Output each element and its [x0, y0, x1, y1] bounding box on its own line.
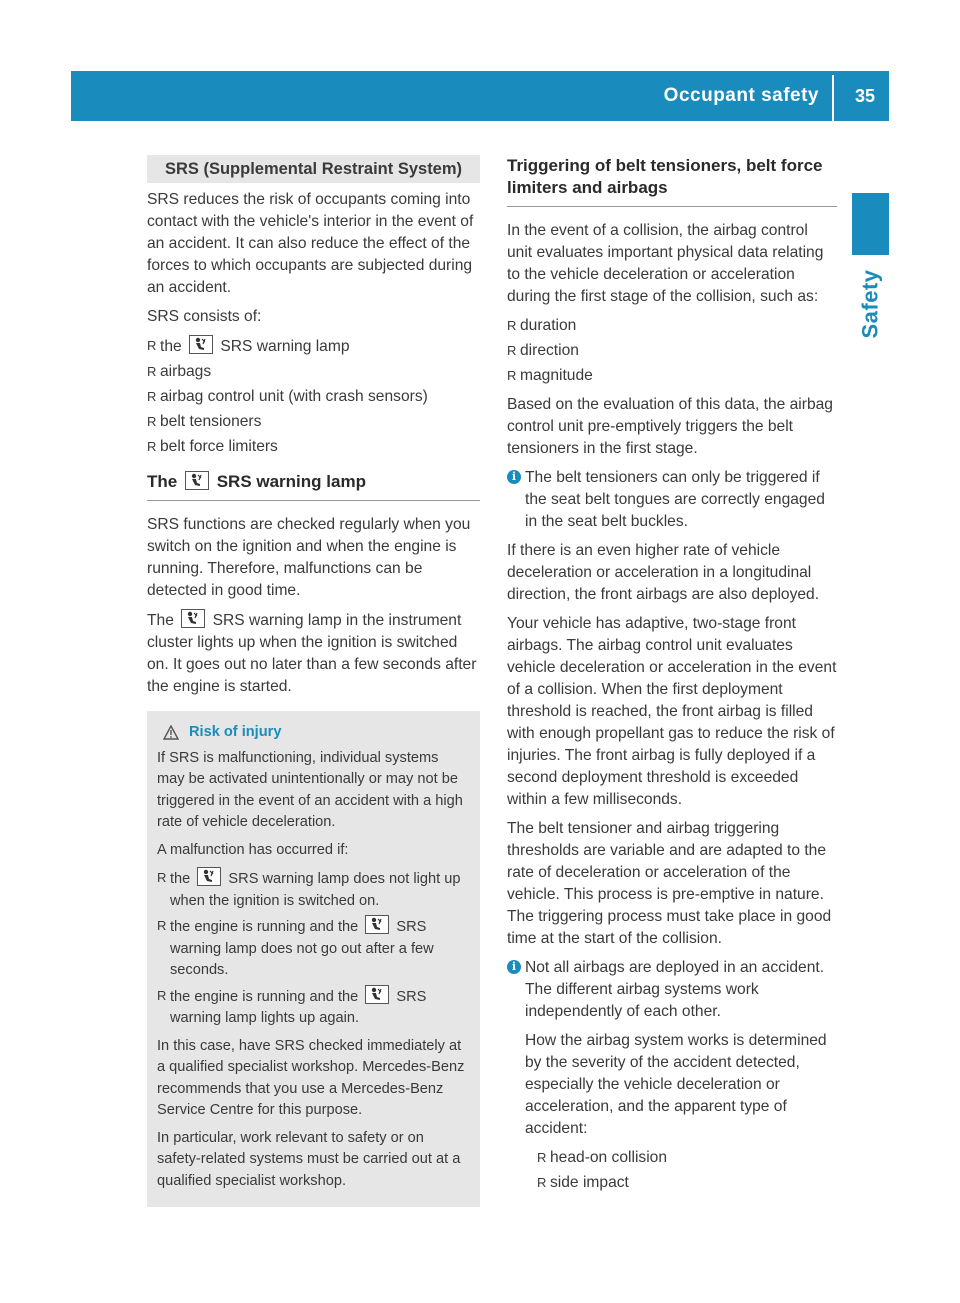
srs-warning-lamp-icon — [181, 609, 205, 628]
list-item: R belt force limiters — [147, 436, 480, 458]
lamp-paragraph-2: The SRS warning lamp in the instrument cluster lights up when the ignition is switched on. It goes out no later than a few seconds after the engine is started. — [147, 609, 480, 698]
list-item: R belt tensioners — [147, 411, 480, 433]
accident-type-list — [525, 1147, 837, 1194]
header-bar — [71, 71, 889, 121]
triggering-paragraph-5: The belt tensioner and airbag triggering thresholds are variable and are adapted to the rate of deceleration or acceleration of the vehicle. This process is pre-emptive in nature. The triggering process must take place in good time at the start of the collision. — [507, 820, 832, 947]
list-item: R magnitude — [507, 365, 837, 387]
list-item: R head-on collision — [537, 1147, 837, 1169]
triggering-heading: Triggering of belt tensioners, belt force limiters and airbags — [507, 155, 837, 207]
list-item: R airbags — [147, 361, 480, 383]
info-paragraph: How the airbag system works is determined by the severity of the accident detected, especially the vehicle deceleration or acceleration, and the apparent type of accident: — [525, 1032, 827, 1137]
triggering-paragraph-3: If there is an even higher rate of vehicle deceleration or acceleration in a longitudinal direction, the front airbags are also deployed. — [507, 542, 820, 603]
srs-warning-lamp-icon — [365, 985, 389, 1004]
list-item: R the SRS warning lamp — [147, 335, 480, 358]
srs-heading: SRS (Supplemental Restraint System) — [147, 155, 480, 183]
lamp-paragraph-1: SRS functions are checked regularly when you switch on the ignition and when the engine is running. Therefore, malfunctions can be detected in good time. — [147, 516, 471, 599]
triggering-paragraph-4: Your vehicle has adaptive, two-stage front airbags. The airbag control unit evaluates vehicle deceleration or acceleration in the event of a collision. When the first deployment threshold is reached, the front airbag is filled with enough propellant gas to reduce the risk of injuries. The front airbag is fully deployed if a second deployment threshold is exceeded within a few milliseconds. — [507, 615, 837, 808]
warning-paragraph: In particular, work relevant to safety or on safety-related systems must be carried out at a qualified specialist workshop. — [157, 1129, 461, 1189]
srs-consists: SRS consists of: — [147, 308, 262, 325]
list-item: R direction — [507, 340, 837, 362]
srs-warning-lamp-icon — [365, 915, 389, 934]
triggering-paragraph-2: Based on the evaluation of this data, the airbag control unit pre-emptively triggers the belt tensioners in the first stage. — [507, 396, 833, 457]
header-divider — [832, 75, 834, 121]
info-paragraph: Not all airbags are deployed in an accident. The different airbag systems work independently of each other. — [525, 959, 825, 1020]
srs-components-list — [147, 335, 480, 458]
srs-warning-lamp-icon — [185, 471, 209, 490]
info-icon: i — [507, 960, 521, 974]
srs-warning-lamp-icon — [189, 335, 213, 354]
info-note: i The belt tensioners can only be triggered if the seat belt tongues are correctly engaged in the seat belt buckles. — [507, 467, 837, 533]
info-icon: i — [507, 470, 521, 484]
list-item: R duration — [507, 315, 837, 337]
triggering-paragraph-1: In the event of a collision, the airbag control unit evaluates important physical data relating to the vehicle deceleration or acceleration during the first stage of the collision, such as: — [507, 222, 824, 305]
lamp-heading: The SRS warning lamp — [147, 471, 480, 501]
left-column — [147, 155, 480, 1207]
page-title: Occupant safety — [663, 85, 819, 106]
list-item: R the SRS warning lamp does not light up when the ignition is switched on. — [157, 867, 470, 912]
list-item: R the engine is running and the SRS warning lamp does not go out after a few seconds. — [157, 915, 470, 982]
risk-of-injury-box — [147, 711, 480, 1207]
warning-paragraph: In this case, have SRS checked immediately at a qualified specialist workshop. Mercedes-Benz recommends that you use a Mercedes-Benz Service Centre for this purpose. — [157, 1037, 465, 1118]
section-tab-marker — [852, 193, 889, 255]
list-item: R airbag control unit (with crash sensors) — [147, 386, 480, 408]
warning-triangle-icon — [163, 725, 179, 740]
data-list — [507, 315, 837, 387]
page-number: 35 — [854, 86, 875, 106]
section-label: Safety — [857, 269, 883, 339]
warning-title: Risk of injury — [157, 722, 470, 744]
srs-intro: SRS reduces the risk of occupants coming into contact with the vehicle's interior in the event of an accident. It can also reduce the effect of the forces to which occupants are subjected during an accident. — [147, 191, 474, 296]
list-item: R the engine is running and the SRS warning lamp lights up again. — [157, 985, 470, 1030]
info-note — [507, 957, 837, 1194]
right-column — [507, 155, 837, 1201]
list-item: R side impact — [537, 1172, 837, 1194]
malfunction-list — [157, 867, 470, 1030]
warning-paragraph: A malfunction has occurred if: — [157, 841, 349, 858]
warning-paragraph: If SRS is malfunctioning, individual systems may be activated unintentionally or may not be triggered in the event of an accident with a high rate of vehicle deceleration. — [157, 749, 463, 830]
srs-warning-lamp-icon — [197, 867, 221, 886]
